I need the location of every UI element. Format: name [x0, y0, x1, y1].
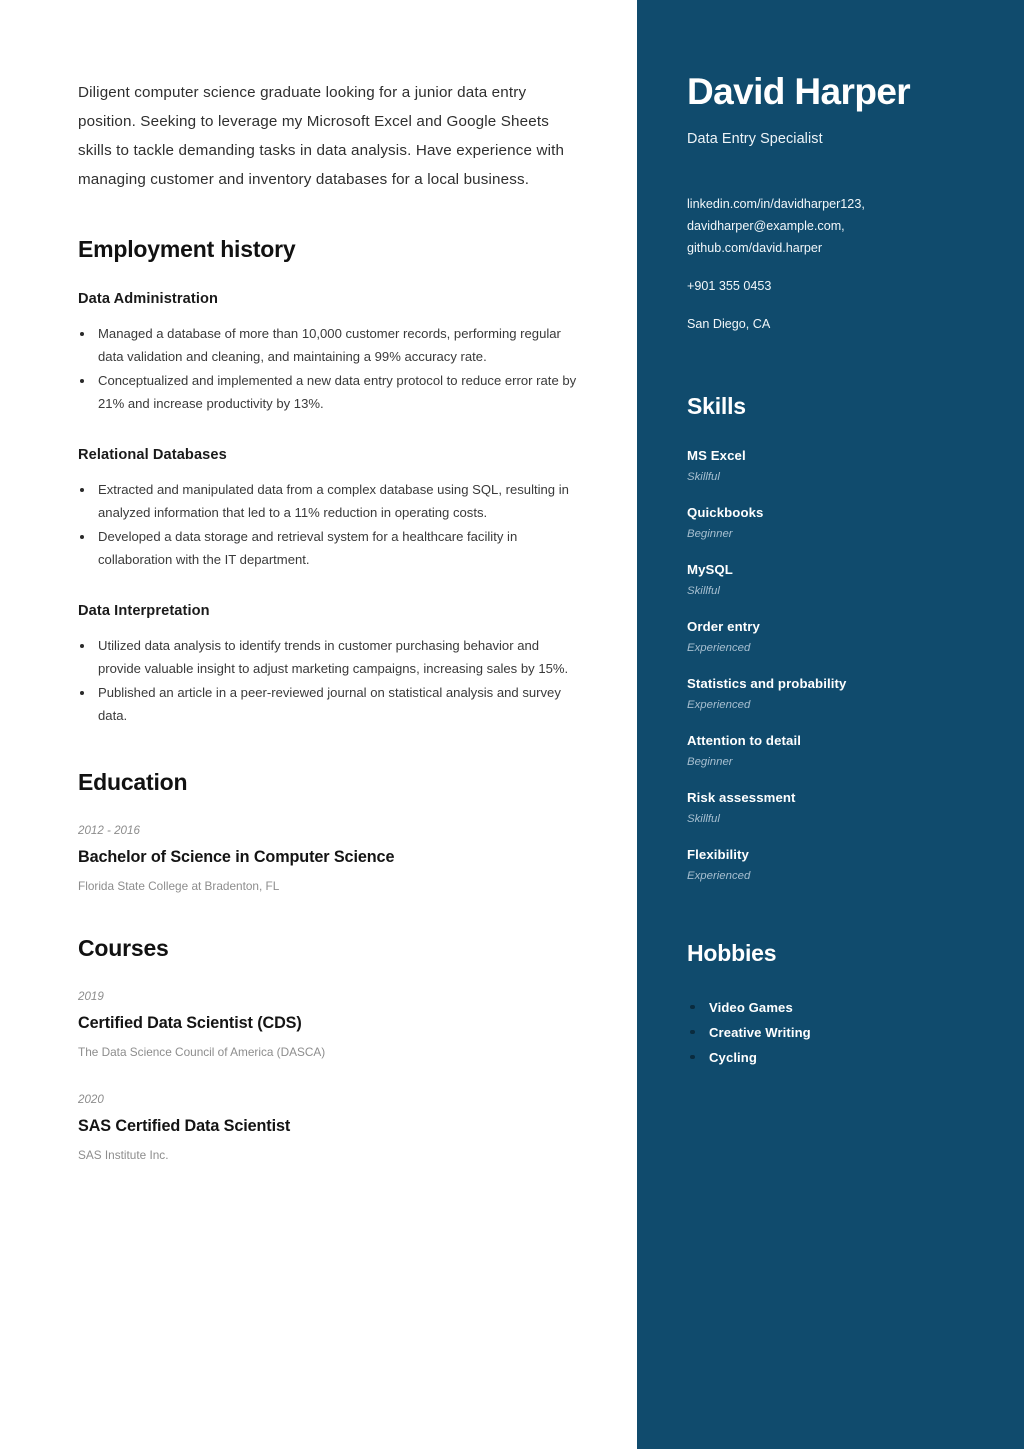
course-date: 2020: [78, 1093, 104, 1106]
skill-item: [687, 562, 984, 597]
education-entry: [78, 824, 581, 893]
skill-level: Skillful: [687, 812, 720, 825]
job-bullet-list: [78, 479, 581, 571]
course-provider: SAS Institute Inc.: [78, 1148, 169, 1162]
list-item: [78, 323, 581, 368]
hobbies-section: [687, 940, 984, 1070]
list-item: [687, 1045, 984, 1070]
contact-location: San Diego, CA: [687, 316, 771, 331]
bullet-dot-icon: [690, 1030, 695, 1035]
sidebar-column: [637, 0, 1024, 1449]
skill-item: [687, 505, 984, 540]
course-entry: [78, 990, 581, 1059]
education-title: Education: [78, 769, 188, 795]
bullet-text: Published an article in a peer-reviewed journal on statistical analysis and survey data.: [98, 685, 561, 723]
contact-links: [687, 193, 984, 259]
hobby-text: Video Games: [709, 999, 793, 1015]
bullet-dot-icon: [690, 1055, 695, 1060]
skill-name: Attention to detail: [687, 732, 801, 748]
course-name: Certified Data Scientist (CDS): [78, 1014, 302, 1032]
skill-level: Experienced: [687, 641, 751, 654]
job-entry: [78, 447, 581, 571]
job-title: Data Interpretation: [78, 603, 210, 619]
skills-title: Skills: [687, 392, 746, 419]
skill-item: [687, 676, 984, 711]
course-entry: [78, 1093, 581, 1162]
skill-name: Risk assessment: [687, 789, 796, 805]
bullet-text: Extracted and manipulated data from a complex database using SQL, resulting in analyzed information that led to a 11% reduction in operating costs.: [98, 482, 569, 520]
skill-item: [687, 448, 984, 483]
courses-title: Courses: [78, 935, 169, 961]
hobbies-title: Hobbies: [687, 939, 777, 966]
bullet-dot-icon: [690, 1005, 695, 1010]
job-bullet-list: [78, 635, 581, 727]
bullet-text: Conceptualized and implemented a new data entry protocol to reduce error rate by 21% and increase productivity by 13%.: [98, 373, 577, 411]
skill-name: MS Excel: [687, 447, 746, 463]
course-date: 2019: [78, 990, 104, 1003]
skill-level: Experienced: [687, 869, 751, 882]
contact-github[interactable]: github.com/david.harper: [687, 240, 823, 255]
hobby-text: Cycling: [709, 1049, 757, 1065]
course-provider: The Data Science Council of America (DASCA): [78, 1045, 326, 1059]
education-degree: Bachelor of Science in Computer Science: [78, 848, 395, 866]
skill-level: Skillful: [687, 584, 720, 597]
employment-history-title: Employment history: [78, 236, 296, 262]
job-entry: [78, 291, 581, 415]
professional-summary: Diligent computer science graduate looking for a junior data entry position. Seeking to leverage my Microsoft Excel and Google Sheets skills to tackle demanding tasks in data analysis. Have experience with managing customer and inventory databases for a local business.: [78, 84, 565, 188]
bullet-dot-icon: [80, 332, 84, 336]
skill-item: [687, 790, 984, 825]
bullet-dot-icon: [80, 488, 84, 492]
skill-name: Flexibility: [687, 846, 749, 862]
contact-linkedin[interactable]: linkedin.com/in/davidharper123,: [687, 196, 865, 211]
skill-level: Skillful: [687, 470, 720, 483]
skill-name: Statistics and probability: [687, 675, 847, 691]
contact-email[interactable]: davidharper@example.com,: [687, 218, 845, 233]
hobbies-list: [687, 995, 984, 1070]
education-institution: Florida State College at Bradenton, FL: [78, 879, 280, 893]
list-item: [78, 526, 581, 571]
bullet-dot-icon: [80, 535, 84, 539]
contact-phone[interactable]: +901 355 0453: [687, 278, 772, 293]
list-item: [687, 1020, 984, 1045]
bullet-text: Utilized data analysis to identify trends in customer purchasing behavior and provide valuable insight to adjust marketing campaigns, increasing sales by 15%.: [98, 638, 569, 676]
list-item: [78, 635, 581, 680]
education-date: 2012 - 2016: [78, 824, 140, 837]
job-title: Data Administration: [78, 291, 219, 307]
bullet-dot-icon: [80, 691, 84, 695]
course-name: SAS Certified Data Scientist: [78, 1117, 291, 1135]
list-item: [78, 682, 581, 727]
hobby-text: Creative Writing: [709, 1024, 811, 1040]
list-item: [78, 479, 581, 524]
job-bullet-list: [78, 323, 581, 415]
skill-name: MySQL: [687, 561, 733, 577]
list-item: [687, 995, 984, 1020]
skill-item: [687, 619, 984, 654]
skill-level: Experienced: [687, 698, 751, 711]
employment-history-section: [78, 236, 581, 727]
skill-name: Quickbooks: [687, 504, 764, 520]
skill-item: [687, 847, 984, 882]
bullet-text: Managed a database of more than 10,000 customer records, performing regular data validation and cleaning, and maintaining a 99% accuracy rate.: [98, 326, 561, 364]
bullet-text: Developed a data storage and retrieval system for a healthcare facility in collaboration with the IT department.: [98, 529, 518, 567]
bullet-dot-icon: [80, 379, 84, 383]
courses-section: [78, 935, 581, 1162]
skill-name: Order entry: [687, 618, 760, 634]
skills-section: [687, 393, 984, 882]
list-item: [78, 370, 581, 415]
skill-level: Beginner: [687, 527, 733, 540]
candidate-role: Data Entry Specialist: [687, 130, 823, 147]
education-section: [78, 769, 581, 893]
skill-item: [687, 733, 984, 768]
job-title: Relational Databases: [78, 447, 227, 463]
job-entry: [78, 603, 581, 727]
candidate-name: David Harper: [687, 71, 911, 112]
bullet-dot-icon: [80, 644, 84, 648]
skill-level: Beginner: [687, 755, 733, 768]
